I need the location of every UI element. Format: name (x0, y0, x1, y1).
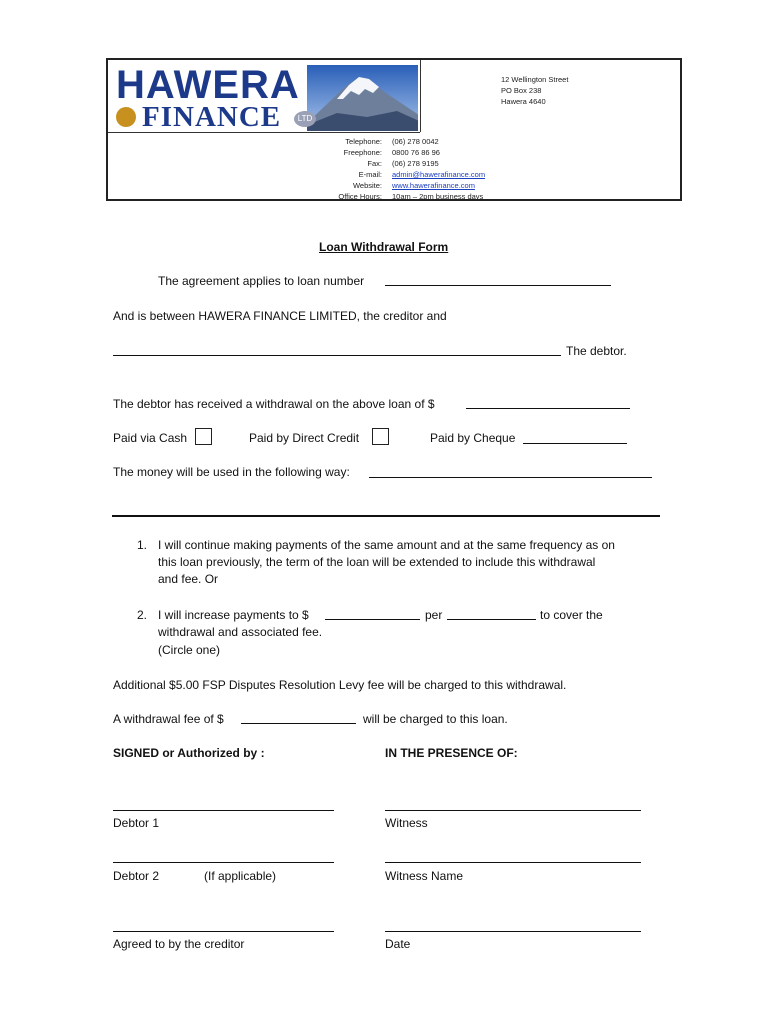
contact-label: Website: (352, 181, 382, 190)
section-divider (112, 515, 660, 517)
logo-dot-icon (116, 107, 136, 127)
withdrawal-amount-field[interactable] (466, 408, 630, 409)
option-2-text: to cover the (540, 608, 603, 622)
paid-direct-label: Paid by Direct Credit (249, 431, 360, 445)
contact-label: Telephone: (345, 137, 382, 146)
if-applicable-label: (If applicable) (204, 869, 277, 883)
mountain-icon (307, 65, 418, 131)
option-2-text: withdrawal and associated fee. (158, 625, 323, 639)
paid-cash-checkbox[interactable] (195, 428, 212, 445)
creditor-signature-line[interactable] (113, 931, 334, 932)
levy-notice: Additional $5.00 FSP Disputes Resolution Levy fee will be charged to this withdrawal. (113, 678, 567, 692)
paid-direct-checkbox[interactable] (372, 428, 389, 445)
date-line[interactable] (385, 931, 641, 932)
option-1-text: this loan previously, the term of the loan will be extended to include this withdrawal (158, 555, 596, 569)
option-2-text: I will increase payments to $ (158, 608, 309, 622)
logo-wordmark-finance: FINANCE (142, 101, 282, 131)
contact-label: E-mail: (358, 170, 382, 179)
witness-label: Witness (385, 816, 428, 830)
witness-name-line[interactable] (385, 862, 641, 863)
withdrawal-fee-field[interactable] (241, 723, 356, 724)
date-label: Date (385, 937, 411, 951)
fee-label: A withdrawal fee of $ (113, 712, 224, 726)
loan-number-field[interactable] (385, 285, 611, 286)
contact-telephone: (06) 278 0042 (392, 137, 439, 146)
debtor-2-label: Debtor 2 (113, 869, 160, 883)
letterhead (106, 58, 682, 201)
contact-office-hours: 10am – 2pm business days (392, 192, 484, 201)
paid-cheque-label: Paid by Cheque (430, 431, 516, 445)
paid-cash-label: Paid via Cash (113, 431, 188, 445)
witness-name-label: Witness Name (385, 869, 464, 883)
contact-email-link[interactable]: admin@hawerafinance.com (392, 170, 486, 179)
debtor-2-signature-line[interactable] (113, 862, 334, 863)
contact-label: Freephone: (343, 148, 382, 157)
debtor-1-label: Debtor 1 (113, 816, 160, 830)
debtor-suffix-label: The debtor. (566, 344, 627, 358)
option-number: 2. (137, 608, 148, 622)
company-logo (112, 63, 418, 131)
contact-website-link[interactable]: www.hawerafinance.com (392, 181, 475, 190)
fee-label-suffix: will be charged to this loan. (363, 712, 508, 726)
form-title: Loan Withdrawal Form (319, 240, 449, 254)
signed-heading: SIGNED or Authorized by : (113, 746, 265, 760)
between-label: And is between HAWERA FINANCE LIMITED, the creditor and (113, 309, 447, 323)
option-2-text: (Circle one) (158, 643, 221, 657)
header-divider (108, 132, 420, 133)
agreement-label: The agreement applies to loan number (158, 274, 365, 288)
payment-frequency-field[interactable] (447, 619, 536, 620)
witness-signature-line[interactable] (385, 810, 641, 811)
debtor-name-field[interactable] (113, 355, 561, 356)
creditor-label: Agreed to by the creditor (113, 937, 245, 951)
address-line: Hawera 4640 (501, 97, 546, 106)
presence-heading: IN THE PRESENCE OF: (385, 746, 518, 760)
contact-label: Office Hours: (338, 192, 382, 201)
option-number: 1. (137, 538, 148, 552)
debtor-1-signature-line[interactable] (113, 810, 334, 811)
option-1-text: and fee. Or (158, 572, 219, 586)
contact-freephone: 0800 76 86 96 (392, 148, 440, 157)
logo-wordmark-hawera: HAWERA (116, 63, 300, 107)
contact-fax: (06) 278 9195 (392, 159, 439, 168)
header-divider (420, 60, 421, 132)
cheque-number-field[interactable] (523, 443, 627, 444)
logo-ltd-badge: LTD (294, 111, 316, 127)
increased-payment-field[interactable] (325, 619, 420, 620)
option-1-text: I will continue making payments of the same amount and at the same frequency as on (158, 538, 615, 552)
option-2-text: per (425, 608, 443, 622)
address-line: PO Box 238 (501, 86, 542, 95)
contact-label: Fax: (367, 159, 382, 168)
money-use-label: The money will be used in the following way: (113, 465, 350, 479)
address-line: 12 Wellington Street (501, 75, 569, 84)
money-use-field[interactable] (369, 477, 652, 478)
withdrawal-label: The debtor has received a withdrawal on the above loan of $ (113, 397, 435, 411)
